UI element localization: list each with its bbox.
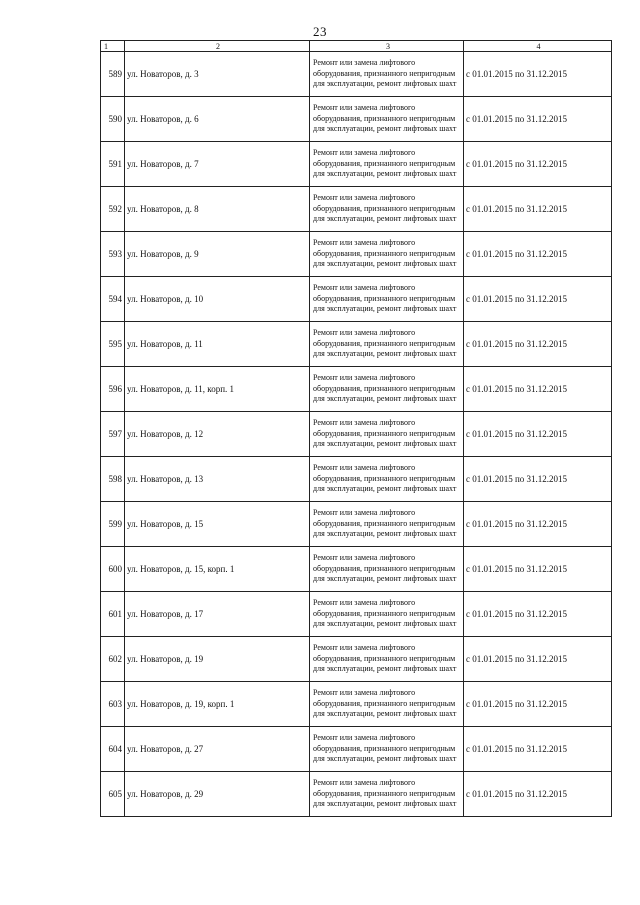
row-address: ул. Новаторов, д. 13 xyxy=(125,457,310,502)
table-row xyxy=(101,277,612,322)
row-work: Ремонт или замена лифтового оборудования, признанного непригодным для эксплуатации, ремонт лифтовых шахт xyxy=(310,232,464,277)
table-row xyxy=(101,142,612,187)
row-address: ул. Новаторов, д. 9 xyxy=(125,232,310,277)
row-address: ул. Новаторов, д. 7 xyxy=(125,142,310,187)
table-row xyxy=(101,232,612,277)
row-period: с 01.01.2015 по 31.12.2015 xyxy=(464,322,612,367)
row-number: 594 xyxy=(101,277,125,322)
table-row xyxy=(101,592,612,637)
row-number: 605 xyxy=(101,772,125,817)
row-period: с 01.01.2015 по 31.12.2015 xyxy=(464,682,612,727)
row-period: с 01.01.2015 по 31.12.2015 xyxy=(464,772,612,817)
row-period: с 01.01.2015 по 31.12.2015 xyxy=(464,277,612,322)
row-address: ул. Новаторов, д. 27 xyxy=(125,727,310,772)
table-row xyxy=(101,97,612,142)
page-number: 23 xyxy=(313,24,327,39)
row-number: 590 xyxy=(101,97,125,142)
row-work: Ремонт или замена лифтового оборудования, признанного непригодным для эксплуатации, ремонт лифтовых шахт xyxy=(310,187,464,232)
table-row xyxy=(101,187,612,232)
row-number: 600 xyxy=(101,547,125,592)
row-address: ул. Новаторов, д. 15 xyxy=(125,502,310,547)
row-number: 599 xyxy=(101,502,125,547)
row-number: 591 xyxy=(101,142,125,187)
row-address: ул. Новаторов, д. 8 xyxy=(125,187,310,232)
table-row xyxy=(101,367,612,412)
row-number: 596 xyxy=(101,367,125,412)
row-address: ул. Новаторов, д. 29 xyxy=(125,772,310,817)
table-row xyxy=(101,322,612,367)
column-header-3: 3 xyxy=(310,41,464,52)
table-row xyxy=(101,502,612,547)
row-period: с 01.01.2015 по 31.12.2015 xyxy=(464,142,612,187)
row-work: Ремонт или замена лифтового оборудования, признанного непригодным для эксплуатации, ремонт лифтовых шахт xyxy=(310,52,464,97)
row-number: 597 xyxy=(101,412,125,457)
row-number: 604 xyxy=(101,727,125,772)
row-period: с 01.01.2015 по 31.12.2015 xyxy=(464,547,612,592)
row-number: 593 xyxy=(101,232,125,277)
row-period: с 01.01.2015 по 31.12.2015 xyxy=(464,232,612,277)
row-work: Ремонт или замена лифтового оборудования, признанного непригодным для эксплуатации, ремонт лифтовых шахт xyxy=(310,322,464,367)
row-number: 595 xyxy=(101,322,125,367)
row-address: ул. Новаторов, д. 19 xyxy=(125,637,310,682)
works-table xyxy=(100,40,612,817)
row-period: с 01.01.2015 по 31.12.2015 xyxy=(464,367,612,412)
row-number: 603 xyxy=(101,682,125,727)
row-address: ул. Новаторов, д. 15, корп. 1 xyxy=(125,547,310,592)
table-row xyxy=(101,52,612,97)
row-address: ул. Новаторов, д. 11 xyxy=(125,322,310,367)
row-address: ул. Новаторов, д. 11, корп. 1 xyxy=(125,367,310,412)
column-header-1: 1 xyxy=(101,41,125,52)
column-header-2: 2 xyxy=(125,41,310,52)
row-work: Ремонт или замена лифтового оборудования, признанного непригодным для эксплуатации, ремонт лифтовых шахт xyxy=(310,502,464,547)
row-period: с 01.01.2015 по 31.12.2015 xyxy=(464,502,612,547)
row-number: 602 xyxy=(101,637,125,682)
row-address: ул. Новаторов, д. 12 xyxy=(125,412,310,457)
row-period: с 01.01.2015 по 31.12.2015 xyxy=(464,727,612,772)
row-work: Ремонт или замена лифтового оборудования, признанного непригодным для эксплуатации, ремонт лифтовых шахт xyxy=(310,457,464,502)
row-work: Ремонт или замена лифтового оборудования, признанного непригодным для эксплуатации, ремонт лифтовых шахт xyxy=(310,682,464,727)
row-period: с 01.01.2015 по 31.12.2015 xyxy=(464,97,612,142)
table-row xyxy=(101,547,612,592)
row-address: ул. Новаторов, д. 6 xyxy=(125,97,310,142)
row-period: с 01.01.2015 по 31.12.2015 xyxy=(464,637,612,682)
row-number: 589 xyxy=(101,52,125,97)
table-row xyxy=(101,637,612,682)
row-work: Ремонт или замена лифтового оборудования, признанного непригодным для эксплуатации, ремонт лифтовых шахт xyxy=(310,547,464,592)
row-work: Ремонт или замена лифтового оборудования, признанного непригодным для эксплуатации, ремонт лифтовых шахт xyxy=(310,412,464,457)
row-work: Ремонт или замена лифтового оборудования, признанного непригодным для эксплуатации, ремонт лифтовых шахт xyxy=(310,367,464,412)
table-row xyxy=(101,412,612,457)
row-address: ул. Новаторов, д. 17 xyxy=(125,592,310,637)
table-row xyxy=(101,772,612,817)
row-address: ул. Новаторов, д. 3 xyxy=(125,52,310,97)
row-work: Ремонт или замена лифтового оборудования, признанного непригодным для эксплуатации, ремонт лифтовых шахт xyxy=(310,772,464,817)
row-work: Ремонт или замена лифтового оборудования, признанного непригодным для эксплуатации, ремонт лифтовых шахт xyxy=(310,277,464,322)
row-period: с 01.01.2015 по 31.12.2015 xyxy=(464,52,612,97)
row-work: Ремонт или замена лифтового оборудования, признанного непригодным для эксплуатации, ремонт лифтовых шахт xyxy=(310,637,464,682)
table-body xyxy=(101,41,612,817)
row-period: с 01.01.2015 по 31.12.2015 xyxy=(464,187,612,232)
row-number: 598 xyxy=(101,457,125,502)
row-work: Ремонт или замена лифтового оборудования, признанного непригодным для эксплуатации, ремонт лифтовых шахт xyxy=(310,592,464,637)
row-number: 601 xyxy=(101,592,125,637)
table-row xyxy=(101,727,612,772)
column-header-4: 4 xyxy=(464,41,612,52)
table-header-row xyxy=(101,41,612,52)
table-row xyxy=(101,682,612,727)
row-address: ул. Новаторов, д. 19, корп. 1 xyxy=(125,682,310,727)
row-work: Ремонт или замена лифтового оборудования, признанного непригодным для эксплуатации, ремонт лифтовых шахт xyxy=(310,727,464,772)
row-work: Ремонт или замена лифтового оборудования, признанного непригодным для эксплуатации, ремонт лифтовых шахт xyxy=(310,142,464,187)
row-period: с 01.01.2015 по 31.12.2015 xyxy=(464,457,612,502)
row-work: Ремонт или замена лифтового оборудования, признанного непригодным для эксплуатации, ремонт лифтовых шахт xyxy=(310,97,464,142)
row-period: с 01.01.2015 по 31.12.2015 xyxy=(464,412,612,457)
row-period: с 01.01.2015 по 31.12.2015 xyxy=(464,592,612,637)
row-address: ул. Новаторов, д. 10 xyxy=(125,277,310,322)
row-number: 592 xyxy=(101,187,125,232)
table-row xyxy=(101,457,612,502)
